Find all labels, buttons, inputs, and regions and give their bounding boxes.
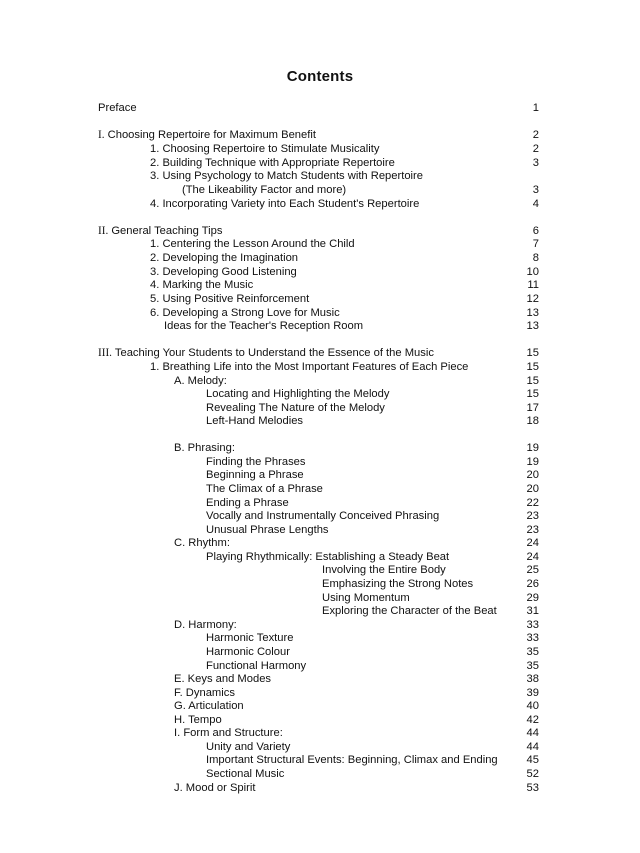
toc-entry-label: 5. Using Positive Reinforcement	[150, 293, 310, 305]
toc-entry-title	[206, 482, 323, 496]
page-number: 40	[526, 700, 539, 712]
page-number: 35	[526, 646, 539, 658]
toc-entry-label: A. Melody:	[174, 375, 227, 387]
toc-entry-label: General Teaching Tips	[111, 225, 223, 237]
toc-entry-label: Beginning a Phrase	[206, 469, 304, 481]
toc-entry-label: 1. Choosing Repertoire to Stimulate Musicality	[150, 143, 380, 155]
page-number: 11	[527, 279, 539, 291]
toc-entry	[0, 306, 640, 320]
toc-entry-title	[98, 128, 316, 142]
toc-entry-label: 1. Centering the Lesson Around the Child	[150, 238, 355, 250]
toc-entry-title	[206, 550, 449, 564]
toc-entry-title	[206, 468, 304, 482]
toc-entry-label: E. Keys and Modes	[174, 673, 272, 685]
toc-entry	[0, 604, 640, 618]
toc-entry-label: 2. Developing the Imagination	[150, 252, 299, 264]
toc-entry-title	[150, 169, 423, 183]
toc-entry-label: 1. Breathing Life into the Most Important Features of Each Piece	[150, 361, 469, 373]
page-number: 1	[532, 102, 539, 114]
toc-entry	[0, 631, 640, 645]
toc-entry-label: Choosing Repertoire for Maximum Benefit	[107, 129, 316, 141]
toc-entry-title	[150, 292, 309, 306]
toc-entry-title	[150, 360, 468, 374]
page-number: 19	[526, 442, 539, 454]
toc-entry	[0, 645, 640, 659]
page-number: 13	[526, 320, 539, 332]
toc-entry-label: 2. Building Technique with Appropriate Repertoire	[150, 157, 395, 169]
toc-entry-label: J. Mood or Spirit	[174, 782, 256, 794]
toc-entry-label: (The Likeability Factor and more)	[182, 184, 347, 196]
toc-entry	[0, 699, 640, 713]
toc-entry	[0, 591, 640, 605]
toc-entry	[0, 767, 640, 781]
toc-entry-label: Functional Harmony	[206, 660, 307, 672]
section-number: I.	[98, 129, 105, 141]
toc-entry-label: H. Tempo	[174, 714, 222, 726]
page-number: 7	[532, 238, 539, 250]
toc-entry	[0, 550, 640, 564]
toc-entry-label: Emphasizing the Strong Notes	[322, 578, 474, 590]
toc-entry-label: Using Momentum	[322, 592, 410, 604]
page-number: 10	[526, 266, 539, 278]
page-number: 15	[526, 388, 539, 400]
page-number: 44	[526, 727, 539, 739]
toc-entry-label: Important Structural Events: Beginning, Climax and Ending	[206, 754, 498, 766]
toc-entry-title	[206, 414, 303, 428]
toc-entry-title	[322, 591, 410, 605]
page-number: 52	[526, 768, 539, 780]
toc-entry-title	[206, 659, 306, 673]
toc-entry-title	[150, 142, 379, 156]
toc-entry	[0, 224, 640, 238]
page-number: 42	[526, 714, 539, 726]
toc-entry	[0, 618, 640, 632]
toc-entry-title	[206, 496, 289, 510]
page-number: 12	[526, 293, 539, 305]
toc-entry-label: Exploring the Character of the Beat	[322, 605, 497, 617]
toc-entry	[0, 156, 640, 170]
toc-entry-title	[206, 523, 329, 537]
toc-entry-title	[206, 631, 293, 645]
page-number: 33	[526, 632, 539, 644]
toc-entry-title	[98, 346, 434, 360]
toc-entry	[0, 468, 640, 482]
section-number: III.	[98, 347, 112, 359]
toc-entry	[0, 496, 640, 510]
toc-entry-title	[182, 183, 346, 197]
toc-entry-label: 4. Marking the Music	[150, 279, 254, 291]
page-number: 24	[526, 537, 539, 549]
toc-entry-label: Harmonic Texture	[206, 632, 294, 644]
toc-entry	[0, 319, 640, 333]
toc-entry	[0, 672, 640, 686]
toc-entry-title	[206, 753, 498, 767]
toc-entry	[0, 523, 640, 537]
toc-entry-title	[206, 455, 306, 469]
page-number: 53	[526, 782, 539, 794]
page-number: 44	[526, 741, 539, 753]
toc-entry-title	[206, 509, 439, 523]
page-number: 15	[526, 361, 539, 373]
page-number: 13	[526, 307, 539, 319]
toc-entry	[0, 740, 640, 754]
toc-entry	[0, 753, 640, 767]
toc-entry	[0, 292, 640, 306]
toc-entry	[0, 169, 640, 183]
toc-entry-title	[174, 686, 235, 700]
toc-entry-label: Revealing The Nature of the Melody	[206, 402, 385, 414]
toc-entry-label: I. Form and Structure:	[174, 727, 283, 739]
toc-entry-label: 3. Using Psychology to Match Students with Repertoire	[150, 170, 423, 182]
page-number: 3	[532, 157, 539, 169]
page-number: 8	[532, 252, 539, 264]
page-number: 39	[526, 687, 539, 699]
toc-entry-title	[98, 224, 222, 238]
toc-entry-label: The Climax of a Phrase	[206, 483, 323, 495]
page-number: 24	[526, 551, 539, 563]
toc-entry-label: Sectional Music	[206, 768, 285, 780]
toc-entry-label: Harmonic Colour	[206, 646, 290, 658]
page-number: 15	[526, 347, 539, 359]
page-number: 2	[532, 143, 539, 155]
toc-entry-label: 4. Incorporating Variety into Each Student's Repertoire	[150, 198, 420, 210]
toc-entry	[0, 346, 640, 360]
toc-entry	[0, 278, 640, 292]
toc-entry	[0, 374, 640, 388]
toc-entry-label: Unusual Phrase Lengths	[206, 524, 329, 536]
toc-entry-title	[174, 536, 230, 550]
toc-entry-label: Involving the Entire Body	[322, 564, 446, 576]
toc-entry-label: B. Phrasing:	[174, 442, 235, 454]
toc-entry-title	[322, 604, 497, 618]
page-number: 6	[532, 225, 539, 237]
toc-entry-title	[174, 699, 244, 713]
toc-entry	[0, 128, 640, 142]
toc-entry	[0, 563, 640, 577]
toc-entry	[0, 686, 640, 700]
page-number: 15	[526, 375, 539, 387]
toc-entry	[0, 509, 640, 523]
toc-entry	[0, 265, 640, 279]
toc-entry	[0, 781, 640, 795]
toc-entry-label: Unity and Variety	[206, 741, 291, 753]
toc-entry-label: Teaching Your Students to Understand the Essence of the Music	[114, 347, 434, 359]
toc-entry	[0, 360, 640, 374]
page-number: 18	[526, 415, 539, 427]
toc-entry-title	[206, 740, 290, 754]
page-number: 23	[526, 510, 539, 522]
toc-entry-label: F. Dynamics	[174, 687, 235, 699]
toc-entry	[0, 726, 640, 740]
toc-entry	[0, 713, 640, 727]
page-number: 35	[526, 660, 539, 672]
toc-entry-title	[206, 645, 290, 659]
page-number: 22	[526, 497, 539, 509]
toc-entry-title	[174, 726, 283, 740]
toc-entry-title	[150, 265, 297, 279]
toc-entry	[0, 142, 640, 156]
toc-entry-title	[150, 156, 395, 170]
toc-entry-title	[150, 306, 340, 320]
toc-entry-title	[164, 319, 363, 333]
toc-entry-title	[174, 781, 255, 795]
toc-entry-title	[206, 387, 389, 401]
toc-entry-label: Locating and Highlighting the Melody	[206, 388, 390, 400]
toc-entry	[0, 197, 640, 211]
toc-entry-title	[206, 401, 385, 415]
toc-entry-title	[322, 563, 446, 577]
toc-entry-title	[174, 618, 237, 632]
toc-entry	[0, 237, 640, 251]
page-number: 17	[526, 402, 539, 414]
toc-entry-label: Finding the Phrases	[206, 456, 306, 468]
toc-entry-label: 3. Developing Good Listening	[150, 266, 297, 278]
toc-entry-label: Ideas for the Teacher's Reception Room	[164, 320, 364, 332]
toc-entry	[0, 401, 640, 415]
toc-entry-label: G. Articulation	[174, 700, 244, 712]
page-number: 3	[532, 184, 539, 196]
toc-entry	[0, 577, 640, 591]
toc-entry-title	[322, 577, 473, 591]
toc-entry-title	[174, 374, 227, 388]
page-number: 45	[526, 754, 539, 766]
toc-entry	[0, 441, 640, 455]
page-number: 29	[526, 592, 539, 604]
toc-entry	[0, 455, 640, 469]
toc-entry	[0, 251, 640, 265]
toc-entry	[0, 101, 640, 115]
toc-entry-label: Ending a Phrase	[206, 497, 289, 509]
toc-entry-title	[174, 441, 235, 455]
page-number: 25	[526, 564, 539, 576]
toc-entry-label: D. Harmony:	[174, 619, 237, 631]
page-title: Contents	[286, 68, 354, 85]
toc-entry-title	[150, 237, 355, 251]
toc-entry-title	[150, 251, 298, 265]
section-number: II.	[98, 225, 109, 237]
toc-entry	[0, 183, 640, 197]
toc-entry-title	[98, 101, 137, 115]
toc-entry-title	[150, 197, 419, 211]
page-number: 19	[526, 456, 539, 468]
toc-entry-title	[206, 767, 284, 781]
page-number: 31	[526, 605, 539, 617]
page-number: 20	[526, 469, 539, 481]
page-number: 26	[526, 578, 539, 590]
page-number: 38	[526, 673, 539, 685]
toc-entry-title	[174, 672, 271, 686]
page-number: 33	[526, 619, 539, 631]
toc-entry-label: C. Rhythm:	[174, 537, 230, 549]
page-number: 2	[532, 129, 539, 141]
toc-entry-label: Preface	[98, 102, 137, 114]
toc-entry	[0, 387, 640, 401]
toc-entry-label: Left-Hand Melodies	[206, 415, 304, 427]
toc-entry-label: Vocally and Instrumentally Conceived Phrasing	[206, 510, 440, 522]
toc-entry-title	[174, 713, 222, 727]
page-number: 4	[532, 198, 539, 210]
toc-entry-label: 6. Developing a Strong Love for Music	[150, 307, 340, 319]
page-number: 20	[526, 483, 539, 495]
toc-entry	[0, 482, 640, 496]
toc-entry	[0, 659, 640, 673]
toc-entry	[0, 414, 640, 428]
toc-entry-label: Playing Rhythmically: Establishing a Steady Beat	[206, 551, 450, 563]
toc-entry-title	[150, 278, 253, 292]
page-number: 23	[526, 524, 539, 536]
toc-entry	[0, 536, 640, 550]
